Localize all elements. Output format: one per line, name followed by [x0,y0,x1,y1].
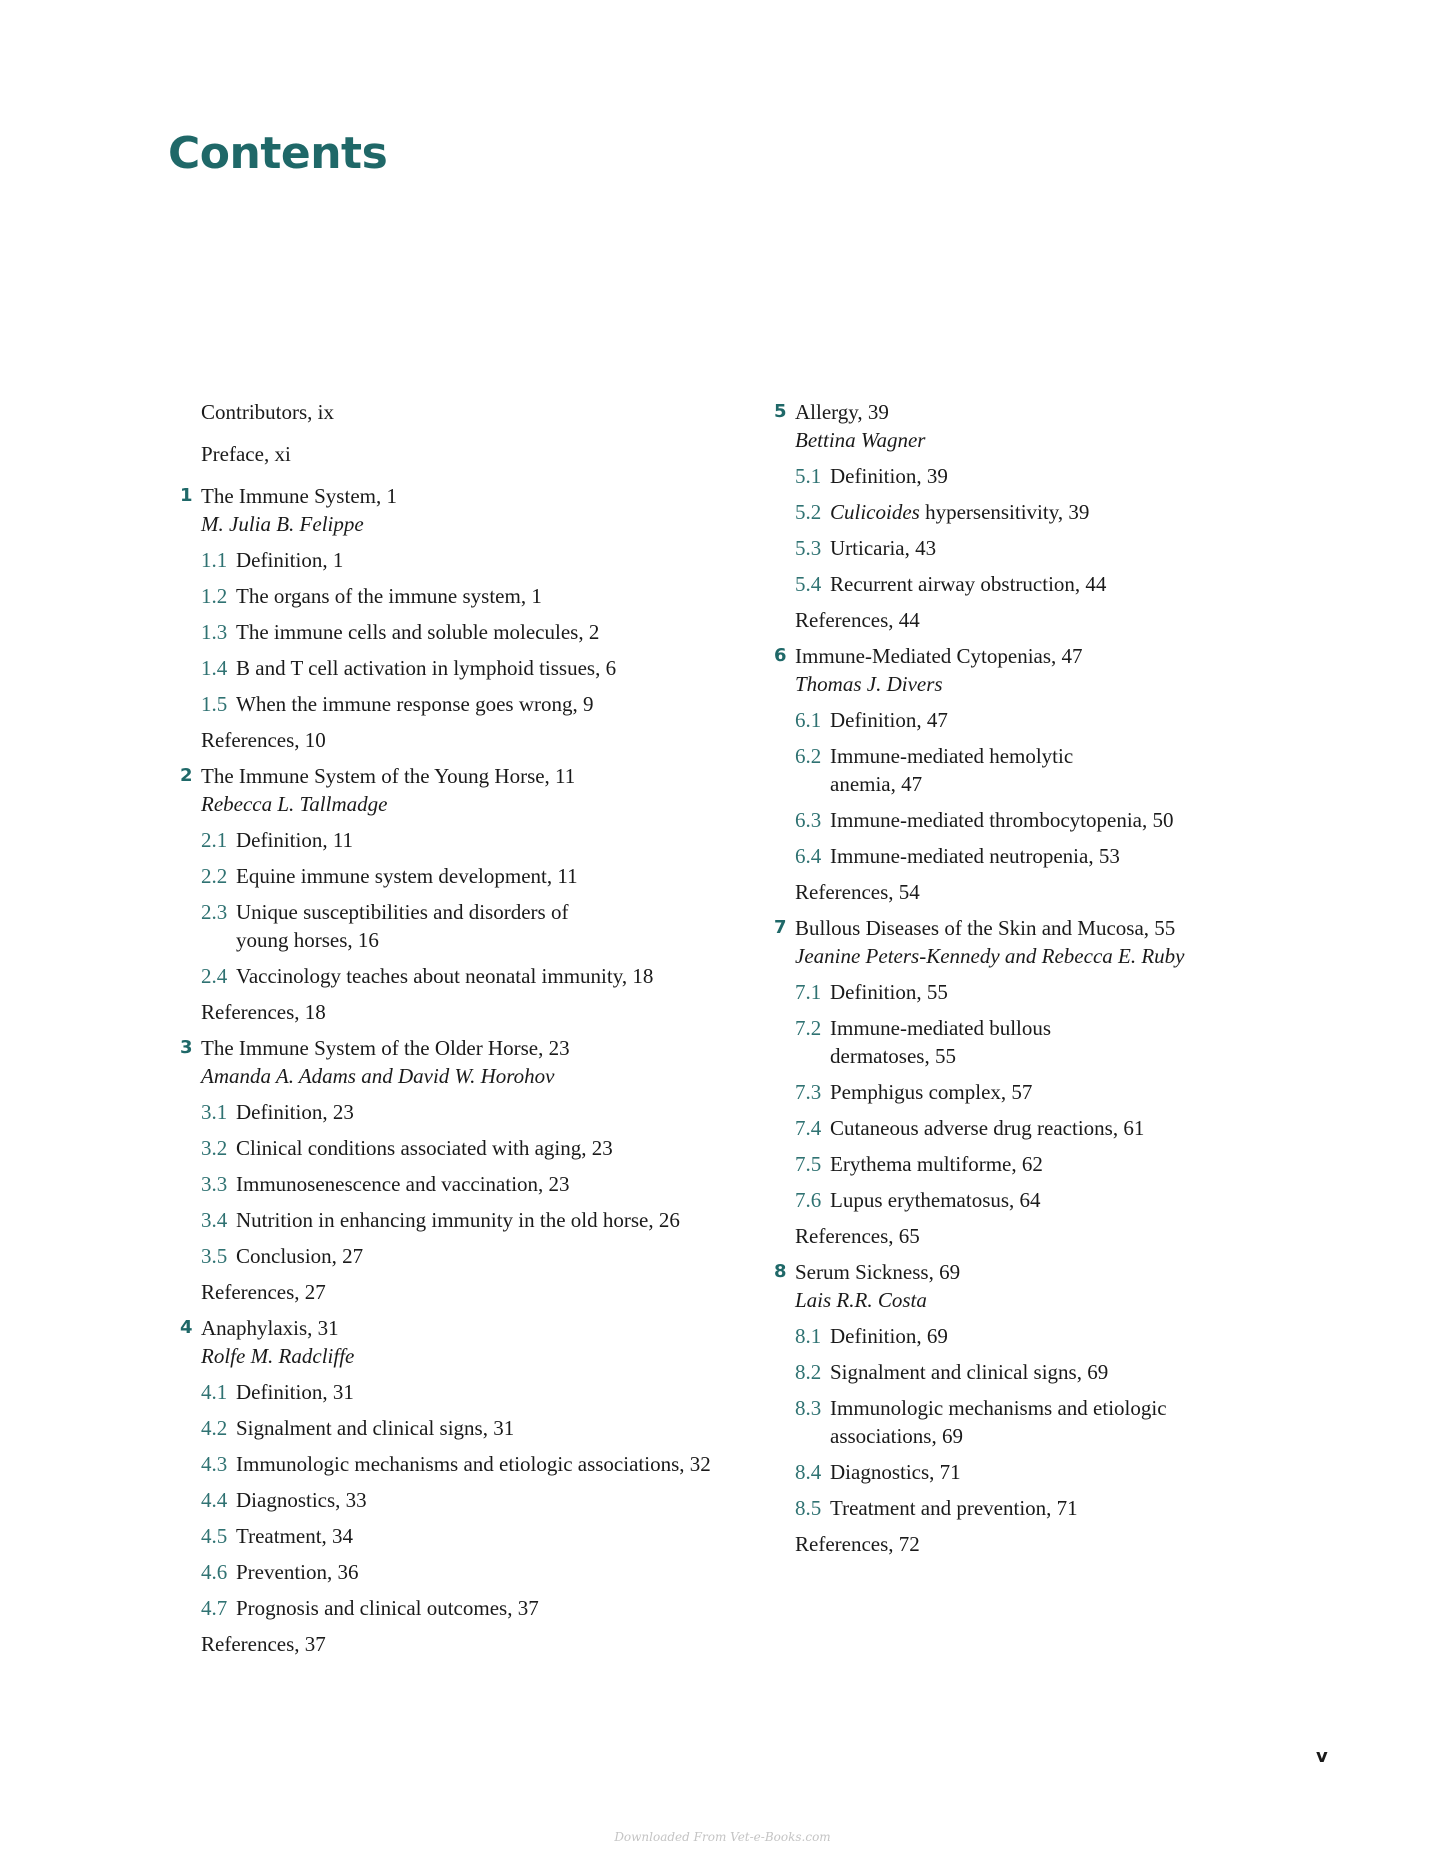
section-title: Immune-mediated hemolytic anemia, 47 [830,744,1074,796]
section-number: 5.3 [795,536,822,560]
toc-section[interactable] [180,546,760,574]
chapter-heading[interactable] [180,1314,760,1342]
toc-section[interactable] [774,842,1244,870]
section-title: Nutrition in enhancing immunity in the old horse, 26 [236,1208,680,1232]
toc-section[interactable] [774,1458,1244,1486]
section-title: Unique susceptibilities and disorders of young horses, 16 [236,900,569,952]
toc-chapter-6 [774,642,1244,906]
section-number: 4.3 [201,1452,228,1476]
chapter-title: Serum Sickness, 69 [795,1260,961,1284]
section-number: 3.2 [201,1136,228,1160]
references-entry[interactable]: References, 18 [201,1000,326,1024]
section-title: The organs of the immune system, 1 [236,584,542,608]
chapter-number: 4 [180,1317,193,1338]
toc-entry-contributors[interactable]: Contributors, ix [201,400,335,424]
section-title: Immune-mediated thrombocytopenia, 50 [830,808,1174,832]
section-title: Prevention, 36 [236,1560,359,1584]
chapter-title: Anaphylaxis, 31 [201,1316,339,1340]
toc-section[interactable] [180,1522,760,1550]
toc-section[interactable] [180,962,760,990]
references-entry[interactable]: References, 54 [795,880,920,904]
chapter-title: The Immune System of the Older Horse, 23 [201,1036,570,1060]
toc-section[interactable] [774,1014,1075,1070]
toc-section[interactable] [180,1378,760,1406]
toc-section[interactable] [774,1150,1244,1178]
toc-section[interactable] [774,1322,1244,1350]
section-title: Recurrent airway obstruction, 44 [830,572,1107,596]
section-title: The immune cells and soluble molecules, 2 [236,620,600,644]
chapter-title: Immune-Mediated Cytopenias, 47 [795,644,1083,668]
toc-column-right [774,398,1244,1566]
toc-column-left [180,398,760,1666]
section-number: 3.3 [201,1172,228,1196]
toc-section[interactable] [180,1170,760,1198]
section-number: 4.2 [201,1416,228,1440]
section-title: Cutaneous adverse drug reactions, 61 [830,1116,1145,1140]
toc-section[interactable] [180,1414,760,1442]
toc-section[interactable] [774,1114,1244,1142]
references-entry[interactable]: References, 44 [795,608,920,632]
references-entry[interactable]: References, 10 [201,728,326,752]
toc-section[interactable] [180,1098,760,1126]
section-number: 4.1 [201,1380,228,1404]
chapter-heading[interactable] [180,762,760,790]
section-title: B and T cell activation in lymphoid tissues, 6 [236,656,617,680]
section-number: 1.3 [201,620,228,644]
section-title: Immunosenescence and vaccination, 23 [236,1172,570,1196]
toc-section[interactable] [774,1394,1215,1450]
toc-section[interactable] [774,1358,1244,1386]
page-number: v [1316,1746,1328,1767]
section-number: 4.6 [201,1560,228,1584]
section-number: 8.5 [795,1496,822,1520]
chapter-title: The Immune System, 1 [201,484,397,508]
section-number: 7.5 [795,1152,822,1176]
chapter-number: 5 [774,401,787,422]
section-number: 1.5 [201,692,228,716]
section-title: Diagnostics, 71 [830,1460,961,1484]
section-title: Clinical conditions associated with aging, 23 [236,1136,613,1160]
section-number: 4.7 [201,1596,228,1620]
section-title: Lupus erythematosus, 64 [830,1188,1041,1212]
references-entry[interactable]: References, 72 [795,1532,920,1556]
section-title: Signalment and clinical signs, 31 [236,1416,515,1440]
chapter-title: Bullous Diseases of the Skin and Mucosa, 55 [795,916,1176,940]
section-title: Definition, 39 [830,464,948,488]
section-title [830,498,1244,526]
references-entry[interactable]: References, 37 [201,1632,326,1656]
toc-section[interactable] [180,1134,760,1162]
section-title: Immune-mediated bullous dermatoses, 55 [830,1016,1052,1068]
toc-chapter-8 [774,1258,1244,1558]
toc-section[interactable] [774,462,1244,490]
toc-section[interactable] [774,978,1244,1006]
chapter-number: 6 [774,645,787,666]
section-number: 2.2 [201,864,228,888]
section-title: Equine immune system development, 11 [236,864,578,888]
section-title: Definition, 11 [236,828,354,852]
section-number: 7.6 [795,1188,822,1212]
chapter-author: Lais R.R. Costa [795,1288,927,1312]
chapter-heading[interactable] [180,1034,760,1062]
section-title: Definition, 1 [236,548,344,572]
section-number: 8.1 [795,1324,822,1348]
section-number: 8.3 [795,1396,822,1420]
section-number: 7.1 [795,980,822,1004]
section-number: 6.4 [795,844,822,868]
watermark: Downloaded From Vet-e-Books.com [614,1830,831,1844]
section-number: 2.3 [201,900,228,924]
section-number: 3.5 [201,1244,228,1268]
section-title-italic: Culicoides [830,500,920,524]
toc-section[interactable] [180,826,760,854]
toc-section[interactable] [774,534,1244,562]
section-number: 7.2 [795,1016,822,1040]
section-number: 1.4 [201,656,228,680]
toc-section[interactable] [774,806,1244,834]
section-title: Definition, 55 [830,980,948,1004]
chapter-author: Rebecca L. Tallmadge [201,792,388,816]
section-number: 1.1 [201,548,228,572]
toc-section[interactable] [180,898,581,954]
section-title: Vaccinology teaches about neonatal immunity, 18 [236,964,654,988]
toc-section[interactable] [774,570,1244,598]
chapter-author: Rolfe M. Radcliffe [201,1344,355,1368]
toc-section[interactable] [180,1206,760,1234]
section-title: Conclusion, 27 [236,1244,364,1268]
section-title: Pemphigus complex, 57 [830,1080,1033,1104]
toc-section[interactable] [774,1078,1244,1106]
chapter-number: 1 [180,485,193,506]
chapter-number: 3 [180,1037,193,1058]
toc-section[interactable] [180,1242,760,1270]
toc-section[interactable] [180,690,760,718]
section-number: 4.5 [201,1524,228,1548]
toc-chapter-7 [774,914,1244,1250]
section-number: 5.1 [795,464,822,488]
toc-section[interactable] [180,1486,760,1514]
section-title: Treatment, 34 [236,1524,354,1548]
toc-chapter-4 [180,1314,760,1658]
chapter-heading[interactable] [774,642,1244,670]
toc-section[interactable] [774,1186,1244,1214]
toc-chapter-5 [774,398,1244,634]
toc-chapter-1 [180,482,760,754]
toc-section[interactable] [774,498,1244,526]
section-title: Treatment and prevention, 71 [830,1496,1078,1520]
section-title: Immunologic mechanisms and etiologic associations, 32 [236,1452,711,1476]
section-number: 5.2 [795,500,822,524]
chapter-heading[interactable] [774,914,1244,942]
section-number: 6.2 [795,744,822,768]
chapter-number: 7 [774,917,787,938]
chapter-author: Bettina Wagner [795,428,926,452]
section-number: 5.4 [795,572,822,596]
section-number: 3.1 [201,1100,228,1124]
section-number: 6.1 [795,708,822,732]
references-entry[interactable]: References, 65 [795,1224,920,1248]
section-title: Prognosis and clinical outcomes, 37 [236,1596,539,1620]
section-number: 1.2 [201,584,228,608]
page-title: Contents [168,128,388,179]
section-number: 4.4 [201,1488,228,1512]
section-number: 2.4 [201,964,228,988]
chapter-title: The Immune System of the Young Horse, 11 [201,764,576,788]
chapter-author: M. Julia B. Felippe [201,512,364,536]
section-title: Immune-mediated neutropenia, 53 [830,844,1120,868]
toc-chapter-3 [180,1034,760,1306]
section-title: Definition, 31 [236,1380,354,1404]
toc-section[interactable] [180,1450,760,1478]
section-title: Definition, 69 [830,1324,948,1348]
chapter-heading[interactable] [774,398,1244,426]
toc-section[interactable] [180,1558,760,1586]
toc-section[interactable] [774,742,1095,798]
references-entry[interactable]: References, 27 [201,1280,326,1304]
section-title-rest: hypersensitivity, 39 [919,500,1090,524]
section-title: Definition, 23 [236,1100,354,1124]
section-number: 3.4 [201,1208,228,1232]
toc-entry-preface[interactable]: Preface, xi [201,442,291,466]
section-title: Immunologic mechanisms and etiologic associations, 69 [830,1396,1167,1448]
chapter-number: 8 [774,1261,787,1282]
chapter-title: Allergy, 39 [795,400,889,424]
section-title: Diagnostics, 33 [236,1488,367,1512]
chapter-heading[interactable] [774,1258,1244,1286]
toc-section[interactable] [180,862,760,890]
section-title: Definition, 47 [830,708,948,732]
section-title: Signalment and clinical signs, 69 [830,1360,1109,1384]
section-title: Erythema multiforme, 62 [830,1152,1043,1176]
section-number: 7.4 [795,1116,822,1140]
chapter-author: Thomas J. Divers [795,672,943,696]
chapter-author: Jeanine Peters-Kennedy and Rebecca E. Ruby [795,944,1185,968]
section-title: Urticaria, 43 [830,536,937,560]
section-number: 8.2 [795,1360,822,1384]
section-title: When the immune response goes wrong, 9 [236,692,594,716]
section-number: 6.3 [795,808,822,832]
section-number: 8.4 [795,1460,822,1484]
toc-section[interactable] [180,1594,760,1622]
toc-section[interactable] [180,654,760,682]
section-number: 7.3 [795,1080,822,1104]
toc-section[interactable] [774,1494,1244,1522]
toc-section[interactable] [180,618,760,646]
chapter-heading[interactable] [180,482,760,510]
toc-section[interactable] [774,706,1244,734]
toc-section[interactable] [180,582,760,610]
section-number: 2.1 [201,828,228,852]
chapter-number: 2 [180,765,193,786]
chapter-author: Amanda A. Adams and David W. Horohov [201,1064,555,1088]
toc-chapter-2 [180,762,760,1026]
